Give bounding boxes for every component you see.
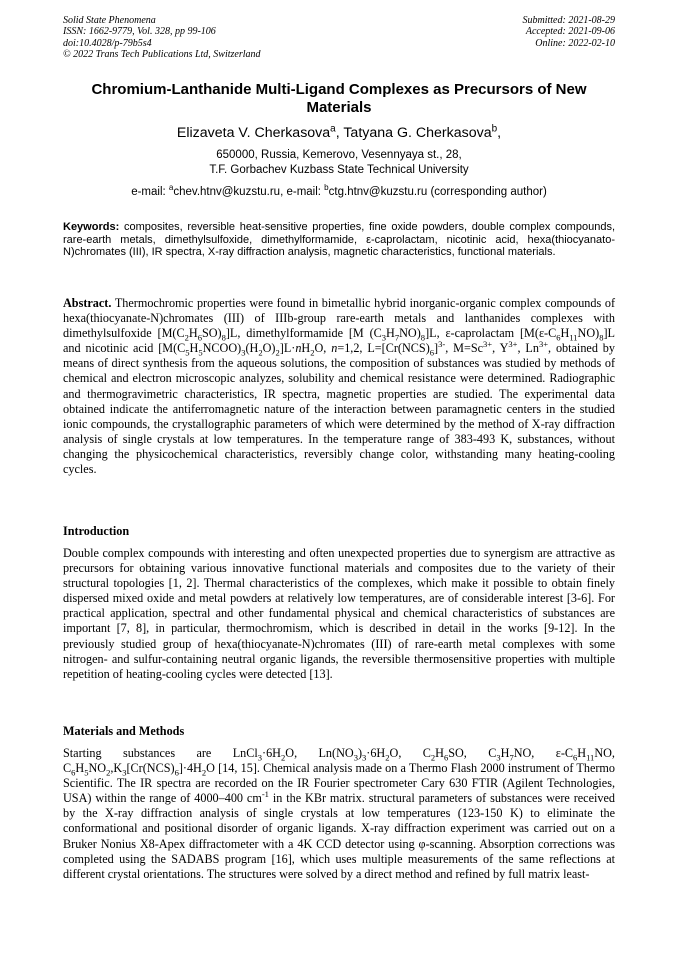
subscript: 6 (174, 767, 179, 778)
subscript: 2 (430, 752, 436, 763)
subscript: 11 (586, 752, 595, 763)
methods-text: NO (88, 761, 107, 776)
subscript: 2 (275, 347, 280, 358)
abstract-text: =1,2, L=[Cr(NCS) (337, 341, 430, 356)
subscript: 3 (257, 752, 263, 763)
section-heading-methods: Materials and Methods (63, 724, 185, 738)
accepted-date: Accepted: 2021-09-06 (525, 26, 615, 38)
abstract-text: n (331, 341, 338, 356)
subscript: 2 (258, 347, 263, 358)
subscript: 3 (362, 752, 367, 763)
email-mark: b (324, 183, 329, 193)
abstract-text: H (386, 326, 395, 341)
abstract-text: , obtained by means of direct synthesis from the aqueous solutions, the composition of substances was studied by methods of chemical and electron microscopic analyzes, solubility and chemical resistance were determined. Radiographic and thermogravimetric characteristics, IR spectra, magnetic properties are studied. The experimental data obtained indicate the antiferromagnetic nature of the interaction between paramagnetic centers in the studied ionic compounds, the crystallographic parameters of which were determined by the method of X-ray diffraction analysis of single crystals at low temperatures. In the temperature range of 383-493 K, substances, without changing the physicochemical characteristics, reversibly change color, withstanding many heating-cooling cycles. (63, 341, 615, 477)
methods-text: H (75, 761, 85, 776)
subscript: 11 (569, 332, 578, 343)
contact-emails (63, 185, 615, 200)
email-prefix: e-mail: (131, 186, 169, 198)
subscript: 3 (122, 767, 127, 778)
subscript: 2 (281, 752, 286, 763)
abstract-text: ]L, dimethylformamide [M (C (225, 326, 382, 341)
author-list (63, 124, 615, 142)
abstract-text: n (295, 341, 302, 356)
abstract-text: Thermochromic properties were found in bimetallic hybrid inorganic-organic complex compounds of hexa(thiocyanate-N)chromates (III) of IIIb-group rare-earth metals and lanthanides complexes with dimethylsulfoxide [M(C (63, 296, 616, 341)
methods-text: NO, ε-C (513, 746, 574, 760)
affiliation (63, 148, 615, 178)
subscript: 2 (184, 332, 189, 343)
abstract-text: ]L and nicotinic acid [M(C (63, 326, 615, 356)
abstract-text: H (189, 341, 199, 356)
submitted-date: Submitted: 2021-08-29 (522, 15, 615, 26)
subscript: 2 (385, 752, 390, 763)
affiliation-mark: a (330, 123, 336, 135)
methods-text: ) (357, 746, 363, 760)
methods-text: O, C (389, 746, 431, 760)
abstract-text: NCOO) (202, 341, 242, 356)
methods-paragraph (63, 746, 615, 882)
methods-text: ·6H (262, 746, 281, 760)
subscript: 3 (241, 347, 246, 358)
abstract-text: ] (434, 341, 439, 356)
subscript: 8 (221, 332, 226, 343)
email-address[interactable]: ctg.htnv@kuzstu.ru (corresponding author) (328, 186, 547, 198)
abstract-text: NO) (577, 326, 600, 341)
email-mark: a (168, 183, 174, 193)
subscript: 6 (197, 332, 202, 343)
superscript: 3+ (508, 339, 518, 350)
abstract-text: H (301, 341, 311, 356)
subscript: 3 (496, 752, 501, 763)
affiliation-institution: T.F. Gorbachev Kuzbass State Technical University (209, 164, 469, 176)
paper-title: Chromium-Lanthanide Multi-Ligand Complexes as Precursors of New Materials (91, 81, 587, 116)
subscript: 2 (201, 767, 207, 778)
methods-text: ]·4H (178, 761, 202, 776)
author-separator: , (497, 125, 502, 141)
methods-text: NO, C (63, 746, 615, 776)
abstract-text: O, (314, 341, 332, 356)
superscript: 3- (438, 339, 446, 350)
methods-text: H (435, 746, 444, 760)
journal-header-right (523, 15, 616, 49)
subscript: 6 (429, 347, 435, 358)
methods-text: O [14, 15]. Chemical analysis made on a Thermo Flash 2000 instrument of Thermo Scientific. The IR spectra are recorded on the IR Fourier spectrometer Cary 630 FTIR (Agilent Technologies, USA) within the range of 4000–400 cm (63, 761, 615, 806)
methods-text: [Cr(NCS) (126, 761, 175, 776)
introduction-paragraph: Double complex compounds with interesting and often unexpected properties due to synergism are attractive as precursors for obtaining various innovative functional materials and composites due to the variety of their structural topologies [1, 2]. Thermal characteristics of the complexes, which make it possible to obtain finely dispersed mixed oxide and metal powders at relatively low temperatures, are of considerable interest [3-6]. For practical application, spectral and other fundamental physical and chemical characteristics of substances are important [7, 8], in particular, thermochromism, which is described in detail in the works [9-12]. In the previously studied group of hexa(thiocyanate-N)chromates (III) of rare-earth metal complexes with some nitrogen- and sulfur-containing neutral organic ligands, the reversible thermosensitive properties with multiple repetition of heating-cooling cycles were detected [13]. (63, 546, 615, 681)
affiliation-address: 650000, Russia, Kemerovo, Vesennyaya st., 28, (216, 149, 462, 161)
methods-text: O, Ln(NO (285, 746, 354, 760)
superscript: 3+ (483, 339, 493, 350)
subscript: 2 (310, 347, 315, 358)
methods-text: H (577, 746, 587, 760)
subscript: 6 (573, 752, 578, 763)
abstract-text: SO) (201, 326, 222, 341)
author-separator: , (335, 125, 344, 141)
abstract-text: H (560, 326, 570, 341)
affiliation-mark: b (491, 123, 498, 135)
journal-header-left (63, 15, 261, 60)
superscript: 3+ (538, 339, 549, 350)
methods-text: H (500, 746, 510, 760)
subscript: 3 (381, 332, 387, 343)
journal-copyright: © 2022 Trans Tech Publications Ltd, Switzerland (63, 48, 261, 60)
abstract-text: H (188, 326, 198, 341)
superscript: -1 (261, 789, 269, 800)
keywords-text: composites, reversible heat-sensitive properties, fine oxide powders, double complex compounds, rare-earth metals, dimethylsulfoxide, dimethylformamide, ε-caprolactam, nicotinic acid, hexa(thiocyanato-N)chromates (III), IR spectra, X-ray diffraction analysis, magnetic characteristics, functional materials. (63, 221, 615, 259)
subscript: 8 (599, 332, 604, 343)
subscript: 6 (556, 332, 561, 343)
subscript: 7 (509, 752, 514, 763)
methods-text: Starting substances are LnCl (63, 746, 258, 760)
author-name: Tatyana G. Cherkasova (343, 125, 492, 141)
methods-text: in the KBr matrix. structural parameters of substances were received by the X-ray diffraction analysis of single crystals at low temperatures (123-150 K) to eliminate the conformational and positional disorder of organic ligands. X-ray diffraction experiment was carried out on a Bruker Nonius X8-Apex diffractometer with a 4K CCD detector using φ-scanning. Absorption corrections was completed using the SADABS program [16], which uses multiple measurements of the same reflections at different crystal orientations. The structures were solved by a direct method and refined by full matrix least- (63, 791, 615, 881)
abstract-text: O) (262, 341, 276, 356)
abstract-text: , Y (492, 341, 509, 356)
abstract-label: Abstract. (63, 296, 112, 310)
online-date: Online: 2022-02-10 (535, 37, 615, 49)
subscript: 5 (198, 347, 203, 358)
section-heading-introduction: Introduction (63, 524, 130, 538)
author-name: Elizaveta V. Cherkasova (176, 125, 331, 141)
subscript: 7 (394, 332, 400, 343)
abstract-paragraph (63, 296, 615, 477)
subscript: 8 (420, 332, 426, 343)
journal-name: Solid State Phenomena (63, 15, 156, 26)
methods-text: SO, C (448, 746, 497, 760)
methods-text: ,K (110, 761, 123, 776)
subscript: 2 (106, 767, 111, 778)
subscript: 6 (443, 752, 449, 763)
subscript: 5 (84, 767, 89, 778)
subscript: 3 (353, 752, 358, 763)
abstract-text: ]L· (279, 341, 296, 356)
email-address[interactable]: chev.htnv@kuzstu.ru, e-mail: (173, 186, 325, 198)
abstract-text: NO) (399, 326, 421, 341)
journal-doi: doi:10.4028/p-79b5s4 (63, 37, 152, 49)
abstract-text: , Ln (517, 341, 539, 356)
keywords-block (63, 221, 615, 259)
subscript: 5 (185, 347, 190, 358)
abstract-text: , M=Sc (445, 341, 484, 356)
journal-issn: ISSN: 1662-9779, Vol. 328, pp 99-106 (63, 26, 216, 38)
abstract-text: ]L, ε-caprolactam [M(ε-C (425, 326, 557, 341)
subscript: 6 (71, 767, 76, 778)
methods-text: ·6H (366, 746, 386, 760)
abstract-text: (H (245, 341, 259, 356)
keywords-label: Keywords: (63, 221, 120, 233)
